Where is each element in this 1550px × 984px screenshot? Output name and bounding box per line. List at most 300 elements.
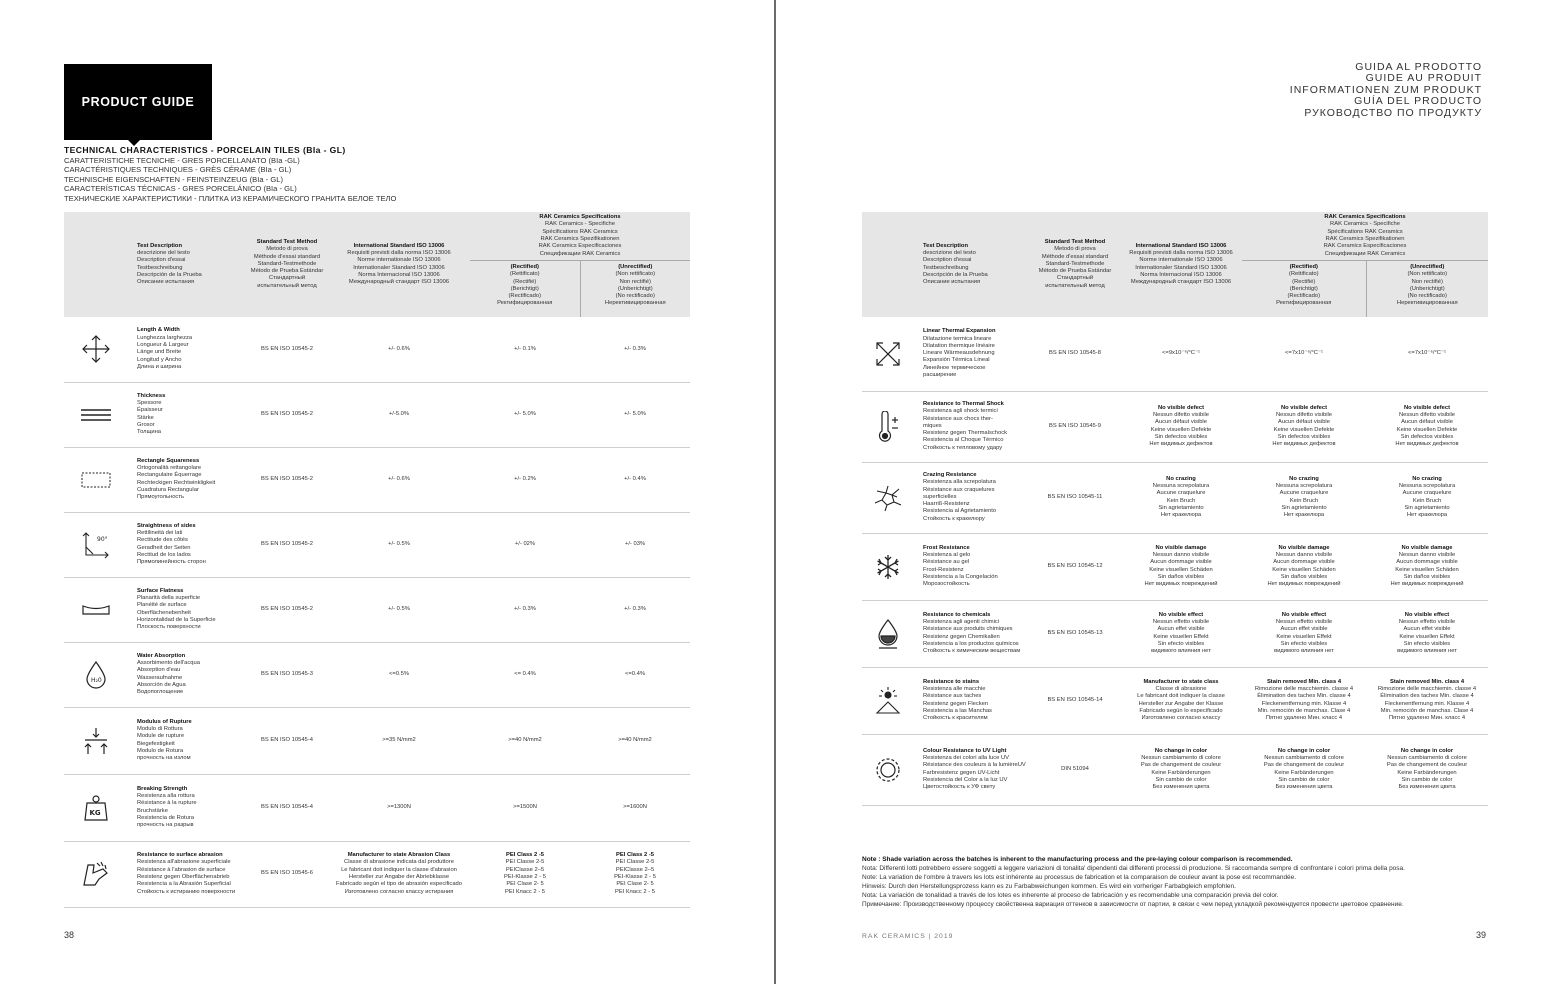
row-rectified-value-line: Нет кракелюра	[1283, 512, 1325, 519]
row-desc-line: Rectitud de los lados	[137, 551, 191, 558]
spec-row-crazing-resistance	[862, 462, 1488, 533]
row-desc-line: Longueur & Largeur	[137, 341, 189, 348]
header-rectified-line: (Rectified)	[510, 264, 539, 270]
header-iso-line: International Standard ISO 13006	[353, 242, 445, 249]
row-desc-line: Линейное термическое	[923, 364, 986, 371]
guide-title-de: INFORMATIONEN ZUM PRODUKT	[1289, 83, 1482, 96]
row-desc-line: Rettilineità dei lati	[137, 529, 183, 536]
row-rectified-value-line: Keine visuellen Defekte	[1273, 426, 1335, 433]
row-desc-line: Resistencia de Rotura	[137, 814, 195, 821]
row-unrectified-value	[580, 577, 690, 642]
row-rectified-value-line: PEI Clase 2- 5	[506, 881, 544, 888]
spec-row-straightness-of-sides	[64, 512, 690, 577]
row-desc-line: Linear Thermal Expansion	[923, 328, 996, 335]
header-desc-line: Testbeschreibung	[923, 264, 969, 271]
row-desc-line: прочность на разрыв	[137, 822, 194, 829]
row-method	[1030, 667, 1120, 734]
row-desc-line: Crazing Resistance	[923, 471, 977, 478]
row-desc-line: Oberflächenebenheit	[137, 609, 191, 616]
row-unrectified-value	[580, 642, 690, 707]
row-desc-line: Длина и ширина	[137, 363, 182, 370]
row-unrectified-value	[580, 382, 690, 447]
row-desc-line: Стойкость к красителям	[923, 715, 988, 722]
row-desc-line: Farbresistenz gegen UV-Licht	[923, 769, 1000, 776]
row-desc-line: Resistenza alla screpolatura	[923, 479, 996, 486]
header-test-method	[1030, 212, 1120, 317]
row-unrectified-value-line: No visible effect	[1404, 611, 1450, 618]
header-desc-line: Описание испытания	[137, 279, 195, 286]
header-method-line: испытательный метод	[1045, 282, 1105, 289]
header-unrectified-line: (Unrectified)	[1410, 264, 1445, 270]
header-unrectified-line: Нерективицированная	[1396, 300, 1458, 307]
row-iso-value-line: Le fabricant doit indiquer la classe	[1137, 693, 1225, 700]
header-rak-line: Спецификации RAK Ceramics	[539, 250, 621, 257]
row-method	[246, 382, 328, 447]
row-method	[246, 512, 328, 577]
row-unrectified-value-line: Sin defectos visibles	[1400, 433, 1454, 440]
row-desc-line: Résistance des couleurs à la lumièreUV	[923, 762, 1026, 769]
header-desc-line: Test Description	[137, 242, 182, 249]
row-method-line: BS EN ISO 10545-9	[1049, 422, 1101, 429]
row-unrectified-value-line: Nessuna screpolatura	[1398, 482, 1456, 489]
spec-table-left	[64, 212, 690, 908]
row-iso-value	[1120, 317, 1242, 391]
row-rectified-value-line: Нет видимых дефектов	[1272, 441, 1336, 448]
row-desc-line: Rectangle Squareness	[137, 457, 200, 464]
snowflake-icon	[862, 533, 914, 600]
header-method-line: Méthode d'essai standard	[1041, 253, 1109, 260]
row-method-line: BS EN ISO 10545-12	[1047, 562, 1103, 569]
row-unrectified-value-line: Keine visuellen Schäden	[1395, 566, 1459, 573]
row-desc-line: Resistenza dei colori alla luce UV	[923, 754, 1010, 761]
row-rectified-value-line: No change in color	[1277, 747, 1331, 754]
spec-row-resistance-to-chemicals	[862, 600, 1488, 667]
row-iso-value-line: <=0.5%	[389, 670, 409, 677]
row-iso-value	[328, 317, 470, 382]
row-desc-line: Resistencia a la Congelación	[923, 573, 998, 580]
row-iso-value-line: No change in color	[1154, 747, 1208, 754]
row-unrectified-value-line: >=40 N/mm2	[618, 736, 652, 743]
row-unrectified-value-line: Sin daños visibles	[1403, 573, 1451, 580]
row-desc-line: Resistance to surface abrasion	[137, 852, 223, 859]
row-iso-value	[1120, 533, 1242, 600]
header-method-line: Standard-Testmethode	[257, 260, 317, 267]
row-desc-line: miques	[923, 422, 942, 429]
header-iso-line: Internationaler Standard ISO 13006	[1135, 264, 1227, 271]
row-unrectified-value-line: Sin efecto visibles	[1403, 640, 1451, 647]
row-description	[128, 841, 246, 907]
row-description	[128, 577, 246, 642]
row-iso-value-line: <=9x10⁻⁶/°C⁻¹	[1162, 350, 1200, 357]
row-desc-line: Rectitude des côtés	[137, 537, 188, 544]
row-unrectified-value	[580, 447, 690, 512]
row-unrectified-value-line: Aucun défaut visible	[1401, 419, 1453, 426]
row-method	[1030, 317, 1120, 391]
row-iso-value	[328, 707, 470, 774]
row-unrectified-value	[1366, 667, 1488, 734]
row-iso-value-line: Sin daños visibles	[1157, 573, 1205, 580]
row-iso-value	[328, 382, 470, 447]
row-unrectified-value	[580, 774, 690, 841]
row-rectified-value-line: Keine Farbänderungen	[1274, 769, 1334, 776]
row-desc-line: Planéité de surface	[137, 602, 187, 609]
row-desc-line: Résistance à la rupture	[137, 800, 197, 807]
row-desc-line: Résistance aux taches	[923, 693, 982, 700]
brand-footer: RAK CERAMICS | 2019	[862, 933, 954, 940]
row-unrectified-value-line: +/- 0.4%	[624, 475, 646, 482]
header-desc-line: Description d'essai	[137, 257, 186, 264]
row-iso-value-line: +/-5.0%	[388, 410, 410, 417]
row-unrectified-value-line: Keine visuellen Effekt	[1399, 633, 1455, 640]
row-unrectified-value-line: No change in color	[1400, 747, 1454, 754]
row-iso-value	[1120, 462, 1242, 533]
header-rectified-line: (Rectificado)	[1287, 293, 1321, 300]
row-description	[914, 667, 1030, 734]
row-desc-line: Resistance to Thermal Shock	[923, 400, 1004, 407]
row-iso-value-line: Нет видимых повреждений	[1144, 581, 1218, 588]
row-desc-line: Resistenza agli shock termici	[923, 408, 998, 415]
header-unrectified-line: Non rectifié)	[619, 278, 651, 285]
row-description	[914, 317, 1030, 391]
row-unrectified-value	[1366, 600, 1488, 667]
title-it: CARATTERISTICHE TECNICHE - GRES PORCELLANATO (BIa -GL)	[64, 155, 300, 165]
row-rectified-value-line: Élimination des taches Min. classe 4	[1257, 693, 1351, 700]
header-unrectified-line: (No rectificado)	[1407, 293, 1447, 300]
row-iso-value-line: Classe di abrasione indicata dal produttore	[344, 859, 454, 866]
header-desc-line: Descripción de la Prueba	[137, 271, 202, 278]
note-en: Note : Shade variation across the batches is inherent to the manufacturing process and the pre-laying colour comparison is recommended.	[862, 856, 1293, 863]
row-unrectified-value-line: +/- 5.0%	[624, 410, 646, 417]
row-description	[914, 462, 1030, 533]
header-unrectified-line: (Unberichtigt)	[617, 285, 653, 292]
header-unrectified	[1366, 261, 1488, 318]
row-unrectified-value	[1366, 462, 1488, 533]
title-fr: CARACTÉRISTIQUES TECHNIQUES - GRÈS CÉRAME (BIa - GL)	[64, 165, 292, 175]
row-iso-value-line: Fabricado según lo especificado	[1139, 707, 1223, 714]
row-desc-line: Grosor	[137, 421, 155, 428]
row-description	[128, 774, 246, 841]
row-unrectified-value-line: Keine Farbänderungen	[1397, 769, 1457, 776]
header-iso-line: Norme internationale ISO 13006	[1139, 257, 1223, 264]
row-rectified-value-line: No visible effect	[1281, 611, 1327, 618]
title-es: CARACTERÍSTICAS TÉCNICAS - GRES PORCELÁNICO (BIa - GL)	[64, 184, 297, 194]
weight-kg-icon	[64, 774, 128, 841]
row-unrectified-value-line: Kein Bruch	[1412, 497, 1442, 504]
row-desc-line: Résistance aux chocs ther-	[923, 415, 993, 422]
row-rectified-value	[470, 577, 580, 642]
header-rectified	[1242, 261, 1366, 318]
header-rak-line: RAK Ceramics - Specifiche	[545, 221, 615, 228]
row-iso-value	[328, 841, 470, 907]
header-method-line: испытательный метод	[257, 282, 317, 289]
header-desc-line: Description d'essai	[923, 257, 972, 264]
row-rectified-value-line: Nessun effetto visibile	[1275, 618, 1333, 625]
header-rectified-line: (Berichtigt)	[1289, 285, 1318, 292]
row-desc-line: Horizontalidad de la Superficie	[137, 616, 216, 623]
header-rectified-line: (Rettificato)	[1288, 271, 1319, 278]
row-iso-value	[1120, 734, 1242, 805]
row-desc-line: Стойкость к тепловому удару	[923, 444, 1003, 451]
header-unrectified-line: (Non rettificato)	[1407, 271, 1448, 278]
row-method	[246, 774, 328, 841]
row-unrectified-value-line: Nessun cambiamento di colore	[1387, 754, 1467, 761]
row-unrectified-value-line: PEI Class 2 -5	[615, 852, 655, 859]
row-unrectified-value-line: Sin agrietamiento	[1404, 504, 1450, 511]
row-description	[914, 533, 1030, 600]
row-iso-value	[1120, 391, 1242, 462]
row-desc-line: прочность на излом	[137, 755, 191, 762]
row-rectified-value	[470, 512, 580, 577]
row-desc-line: Resistenza alla rottura	[137, 792, 195, 799]
row-rectified-value-line: Pas de changement de couleur	[1263, 762, 1345, 769]
row-rectified-value-line: Keine visuellen Effekt	[1276, 633, 1332, 640]
row-iso-value-line: +/- 0.6%	[388, 345, 410, 352]
row-unrectified-value-line: Aucun effet visible	[1403, 626, 1451, 633]
row-method-line: BS EN ISO 10545-2	[261, 475, 313, 482]
row-unrectified-value-line: +/- 0.3%	[624, 605, 646, 612]
row-desc-line: Colour Resistance to UV Light	[923, 747, 1007, 754]
row-unrectified-value-line: PEI Classe 2-5	[615, 859, 655, 866]
row-rectified-value	[470, 841, 580, 907]
row-iso-value-line: видимого влияния нет	[1151, 648, 1211, 655]
row-description	[128, 447, 246, 512]
row-desc-line: Прямолинейность сторон	[137, 559, 206, 566]
row-method	[1030, 533, 1120, 600]
row-iso-value-line: Nessun difetto visibile	[1152, 411, 1210, 418]
row-rectified-value-line: Aucun effet visible	[1280, 626, 1328, 633]
row-unrectified-value-line: Пятно удалено Мин. класс 4	[1388, 715, 1466, 722]
spec-row-length-width	[64, 317, 690, 382]
rupture-arrows-icon	[64, 707, 128, 774]
header-method-line: Standard-Testmethode	[1045, 260, 1105, 267]
row-unrectified-value	[1366, 391, 1488, 462]
row-unrectified-value-line: Fleckenentfernung min. Klasse 4	[1384, 700, 1470, 707]
row-unrectified-value-line: Élimination des taches Min. classe 4	[1380, 693, 1474, 700]
row-rectified-value-line: Kein Bruch	[1289, 497, 1319, 504]
row-desc-line: Resistenz gegen Thermalschock	[923, 430, 1007, 437]
water-drop-icon	[64, 642, 128, 707]
row-unrectified-value-line: Aucune craquelure	[1402, 490, 1452, 497]
row-rectified-value-line: Sin agrietamiento	[1281, 504, 1327, 511]
expansion-arrows-icon	[862, 317, 914, 391]
row-rectified-value-line: +/- 0.2%	[514, 475, 536, 482]
title-en: TECHNICAL CHARACTERISTICS - PORCELAIN TILES (BIa - GL)	[64, 145, 346, 155]
row-desc-line: Прямоугольность	[137, 494, 184, 501]
row-unrectified-value-line: +/- 03%	[624, 540, 646, 547]
row-iso-value-line: Keine visuellen Defekte	[1150, 426, 1212, 433]
row-desc-line: Biegefestigkeit	[137, 740, 175, 747]
header-iso-line: International Standard ISO 13006	[1135, 242, 1227, 249]
title-ru: ТЕХНИЧЕСКИЕ ХАРАКТЕРИСТИКИ - ПЛИТКА ИЗ КЕРАМИЧЕСКОГО ГРАНИТА БЕЛОЕ ТЕЛО	[64, 193, 397, 203]
row-rectified-value-line: Stain removed Min. class 4	[1266, 678, 1342, 685]
row-unrectified-value-line: PEI-Klasse 2 - 5	[614, 874, 656, 880]
header-rak-line: RAK Ceramics Specifications	[539, 214, 621, 221]
chemical-drop-icon	[862, 600, 914, 667]
header-unrectified-line: (Unberichtigt)	[1409, 285, 1445, 292]
row-method-line: BS EN ISO 10545-13	[1047, 629, 1103, 636]
row-desc-line: Wasseraufnahme	[137, 674, 183, 681]
header-rectified-line: (Rectifié)	[513, 278, 537, 285]
row-rectified-value-line: <= 0.4%	[514, 670, 536, 677]
row-rectified-value-line: Nessun difetto visibile	[1275, 411, 1333, 418]
row-description	[128, 707, 246, 774]
header-iso-line: Requisiti previsti dalla norma ISO 13006	[347, 249, 451, 256]
row-iso-value-line: Sin cambio de color	[1155, 776, 1207, 783]
row-desc-line: Dilatation thermique linéaire	[923, 342, 995, 349]
row-iso-value-line: Pas de changement de couleur	[1140, 762, 1222, 769]
row-description	[914, 391, 1030, 462]
row-desc-line: Resistenza all'abrasione superficiale	[137, 859, 231, 866]
row-method	[246, 707, 328, 774]
header-rak-line: RAK Ceramics Specifications	[1324, 214, 1406, 221]
row-rectified-value-line: <=7x10⁻⁶/°C⁻¹	[1285, 350, 1323, 357]
row-rectified-value-line: Keine visuellen Schäden	[1272, 566, 1336, 573]
header-rectified-line: (Rettificato)	[509, 271, 540, 278]
header-unrectified-line: (Unrectified)	[618, 264, 653, 270]
row-desc-line: Surface Flatness	[137, 587, 184, 594]
row-iso-value-line: No visible effect	[1158, 611, 1204, 618]
row-iso-value	[328, 512, 470, 577]
row-rectified-value-line: +/- 0.3%	[514, 605, 536, 612]
row-rectified-value-line: Nessun cambiamento di colore	[1264, 754, 1344, 761]
header-rectified-line: (Rectified)	[1289, 264, 1318, 270]
row-method	[1030, 600, 1120, 667]
row-unrectified-value	[580, 707, 690, 774]
svg-text:H₂0: H₂0	[91, 676, 102, 684]
row-rectified-value	[470, 642, 580, 707]
header-rak-specifications	[1242, 212, 1488, 261]
row-rectified-value	[1242, 667, 1366, 734]
header-rak-line: RAK Ceramics Especificaciones	[538, 243, 622, 250]
row-rectified-value-line: PEI Класс 2 - 5	[505, 888, 545, 895]
row-iso-value-line: +/- 0.5%	[388, 605, 410, 612]
row-iso-value	[1120, 667, 1242, 734]
header-desc-line: Описание испытания	[923, 279, 981, 286]
spec-row-breaking-strength	[64, 774, 690, 841]
row-iso-value-line: Sin defectos visibles	[1154, 433, 1208, 440]
row-unrectified-value-line: Нет кракелюра	[1406, 512, 1448, 519]
right-angle-icon	[64, 512, 128, 577]
row-desc-line: Стойкость к химическим веществам	[923, 648, 1021, 655]
row-method-line: BS EN ISO 10545-2	[261, 605, 313, 612]
row-unrectified-value-line: <=0.4%	[625, 670, 645, 677]
stain-icon	[862, 667, 914, 734]
row-desc-line: Толщина	[137, 429, 161, 436]
row-rectified-value-line: Sin defectos visibles	[1277, 433, 1331, 440]
row-method-line: DIN 51094	[1061, 765, 1089, 772]
row-iso-value-line: Classe di abrasione	[1155, 685, 1207, 692]
row-iso-value-line: Kein Bruch	[1166, 497, 1196, 504]
row-unrectified-value	[1366, 317, 1488, 391]
header-unrectified-line: (Non rettificato)	[615, 271, 656, 278]
header-method-line: Méthode d'essai standard	[253, 253, 321, 260]
header-rectified-line: Ректифицированная	[497, 300, 553, 307]
guide-titles	[1290, 62, 1482, 119]
header-rak-line: Spécifications RAK Ceramics	[1327, 228, 1403, 235]
row-desc-line: Морозостойкость	[923, 581, 970, 588]
row-desc-line: расширение	[923, 371, 957, 378]
row-desc-line: Rechteckigen Rechtwinkligkeit	[137, 479, 216, 486]
row-desc-line: Résistance à l'abrasion de surface	[137, 866, 226, 873]
row-desc-line: Цветостойкость к УФ свету	[923, 784, 996, 791]
spec-row-thickness	[64, 382, 690, 447]
row-iso-value-line: Aucun effet visible	[1157, 626, 1205, 633]
row-desc-line: Resistenz gegen Flecken	[923, 700, 989, 707]
row-unrectified-value-line: Min. remoción de manchas. Clase 4	[1380, 707, 1474, 714]
header-blank	[862, 212, 914, 317]
row-iso-value-line: Nessun danno visibile	[1152, 551, 1210, 558]
header-method-line: Стандартный	[268, 275, 306, 282]
row-iso-value-line: Manufacturer to state class	[1143, 678, 1219, 685]
spec-row-modulus-of-rupture	[64, 707, 690, 774]
row-unrectified-value-line: No visible damage	[1401, 544, 1453, 551]
row-iso-value-line: Keine visuellen Effekt	[1153, 633, 1209, 640]
row-description	[914, 734, 1030, 805]
header-unrectified-line: Non rectifié)	[1411, 278, 1443, 285]
header-desc-line: Testbeschreibung	[137, 264, 183, 271]
note-ru: Примечание: Производственному процессу свойственна вариация оттенков в зависимости от партии, в связи с чем перед укладкой рекомендуется провести цветовое сравнение.	[862, 901, 1404, 909]
row-rectified-value-line: Aucune craquelure	[1279, 490, 1329, 497]
guide-title-it: GUIDA AL PRODOTTO	[1355, 61, 1482, 73]
row-rectified-value	[1242, 317, 1366, 391]
header-rectified	[470, 261, 580, 318]
spec-row-rectangle-squareness	[64, 447, 690, 512]
row-rectified-value	[1242, 600, 1366, 667]
row-iso-value	[328, 774, 470, 841]
row-desc-line: Water Absorption	[137, 652, 186, 659]
product-guide-badge: PRODUCT GUIDE	[64, 64, 212, 140]
header-iso-line: Requisiti previsti dalla norma ISO 13006	[1129, 249, 1233, 256]
shade-note	[862, 855, 1502, 910]
row-desc-line: Resistencia del Color a la luz UV	[923, 776, 1008, 783]
row-method-line: BS EN ISO 10545-4	[261, 803, 313, 810]
row-desc-line: Épaisseur	[137, 407, 163, 414]
row-method-line: BS EN ISO 10545-11	[1047, 493, 1103, 500]
header-rak-line: RAK Ceramics Especificaciones	[1323, 243, 1407, 250]
title-de: TECHNISCHE EIGENSCHAFTEN - FEINSTEINZEUG (BIa - GL)	[64, 174, 283, 184]
note-de: Hinweis: Durch den Herstellungsprozess kann es zu Farbabweichungen kommen. Es wird ein vorheriger Farbabgleich empfohlen.	[862, 883, 1236, 891]
header-desc-line: descrizione del testo	[923, 249, 976, 256]
row-method	[246, 642, 328, 707]
row-rectified-value	[1242, 391, 1366, 462]
header-method-line: Método de Prueba Estándar	[250, 268, 324, 275]
row-iso-value-line: No visible damage	[1155, 544, 1207, 551]
row-iso-value	[1120, 600, 1242, 667]
row-iso-value-line: Hersteller zur Angabe der Klasse	[1138, 700, 1224, 707]
row-iso-value-line: Sin efecto visibles	[1157, 640, 1205, 647]
technical-titles	[64, 146, 504, 204]
row-desc-line: Водопоглощение	[137, 689, 184, 696]
row-rectified-value-line: Sin daños visibles	[1280, 573, 1328, 580]
row-method-line: BS EN ISO 10545-2	[261, 345, 313, 352]
row-desc-line: Spessore	[137, 399, 162, 406]
row-rectified-value	[470, 382, 580, 447]
row-iso-value-line: Le fabricant doit indiquer la classe d'abrasion	[341, 866, 457, 873]
note-fr: Note: La variation de l'ombre à travers les lots est inhérente au processus de fabrication et la comparaison de couleur avant la pose est recommandée.	[862, 874, 1297, 882]
header-rak-line: RAK Ceramics Spezifikationen	[1325, 236, 1405, 242]
row-desc-line: Resistenza al gelo	[923, 551, 971, 558]
header-iso-line: Norma Internacional ISO 13006	[358, 271, 440, 278]
row-iso-value-line: Aucun défaut visible	[1155, 419, 1207, 426]
row-iso-value-line: Нет видимых дефектов	[1149, 441, 1213, 448]
spec-row-water-absorption	[64, 642, 690, 707]
row-method	[1030, 462, 1120, 533]
spec-row-surface-flatness	[64, 577, 690, 642]
row-desc-line: Lunghezza larghezza	[137, 334, 193, 341]
row-rectified-value-line: Fleckenentfernung min. Klasse 4	[1261, 700, 1347, 707]
row-iso-value-line: Без изменения цвета	[1152, 784, 1210, 791]
header-iso-line: Internationaler Standard ISO 13006	[353, 264, 445, 271]
